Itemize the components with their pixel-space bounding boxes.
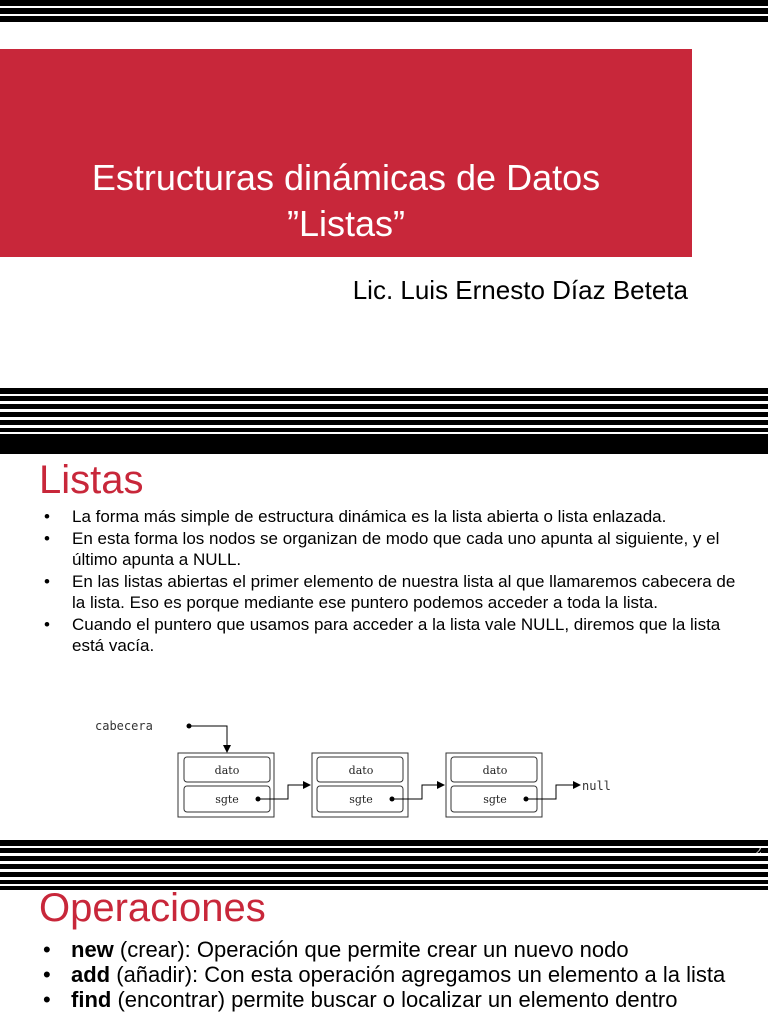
bullet-icon: • xyxy=(43,962,51,987)
listas-slide xyxy=(0,388,768,840)
list-node-3 xyxy=(446,753,542,817)
top-stripe-band xyxy=(0,0,768,28)
page-number: 2 xyxy=(755,844,762,857)
head-arrow xyxy=(189,726,227,752)
operation-name: add xyxy=(71,962,111,987)
title-line-2: ”Listas” xyxy=(286,203,406,244)
author-name: Lic. Luis Ernesto Díaz Beteta xyxy=(352,275,688,305)
bullet-icon: • xyxy=(44,507,50,526)
operaciones-slide xyxy=(0,840,768,1024)
list-node-2 xyxy=(312,753,408,817)
list-item: • La forma más simple de estructura dinámica es la lista abierta o lista enlazada. xyxy=(44,507,667,526)
bullet-icon: • xyxy=(43,937,51,962)
list-item: • add (añadir): Con esta operación agregamos un elemento a la lista xyxy=(43,962,726,987)
list-item: • En las listas abiertas el primer elemento de nuestra lista al que llamaremos cabecera de la lista. Eso es porque mediante ese puntero podemos acceder a toda la lista. xyxy=(44,571,736,612)
slide-title: Operaciones xyxy=(39,886,266,930)
bullet-icon: • xyxy=(44,528,50,548)
null-label: null xyxy=(582,779,611,793)
title-line-1: Estructuras dinámicas de Datos xyxy=(91,157,601,198)
header-stripe-band xyxy=(0,840,768,890)
title-slide xyxy=(0,0,768,388)
list-item: • find (encontrar) permite buscar o localizar un elemento dentro xyxy=(43,987,678,1012)
list-item: • En esta forma los nodos se organizan de modo que cada uno apunta al siguiente, y el último apunta a NULL. xyxy=(44,528,720,569)
node-next-label: sgte xyxy=(215,793,239,806)
linked-list-diagram xyxy=(0,388,768,840)
operation-name: new xyxy=(71,937,114,962)
node-data-label: dato xyxy=(214,764,240,777)
list-node-1 xyxy=(178,753,274,817)
operations-list xyxy=(43,937,733,1012)
bullet-icon: • xyxy=(43,987,51,1012)
list-item: • Cuando el puntero que usamos para acceder a la lista vale NULL, diremos que la lista está vacía. xyxy=(44,614,721,655)
slide-title: Listas xyxy=(39,458,144,502)
node-data-label: dato xyxy=(482,764,508,777)
operation-name: find xyxy=(71,987,112,1012)
node-next-label: sgte xyxy=(349,793,373,806)
bullet-icon: • xyxy=(44,614,50,634)
title-banner xyxy=(0,49,692,257)
node-data-label: dato xyxy=(348,764,374,777)
list-item: • new (crear): Operación que permite crear un nuevo nodo xyxy=(43,937,629,962)
head-label: cabecera xyxy=(95,719,153,733)
node-next-label: sgte xyxy=(483,793,507,806)
bullet-icon: • xyxy=(44,571,50,591)
